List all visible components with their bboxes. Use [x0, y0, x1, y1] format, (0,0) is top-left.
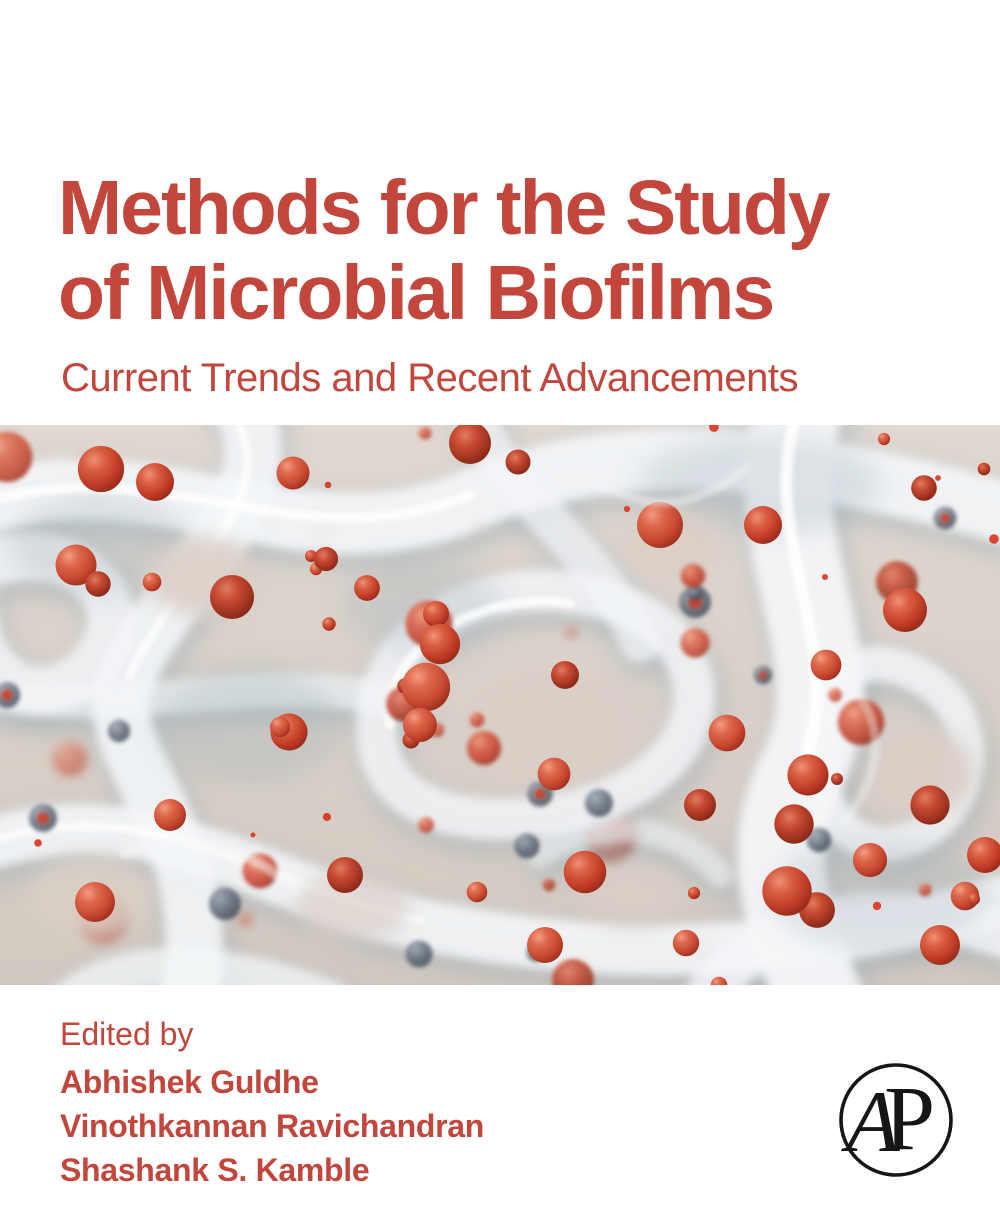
edited-by-label: Edited by: [60, 1016, 194, 1052]
subtitle: Current Trends and Recent Advancements: [61, 356, 798, 400]
editor-name: Shashank S. Kamble: [60, 1152, 370, 1188]
editor-name: Vinothkannan Ravichandran: [60, 1108, 485, 1144]
biofilm-render: [0, 425, 1000, 985]
editor-name: Abhishek Guldhe: [60, 1064, 319, 1100]
page-title: [58, 166, 829, 336]
biofilm-illustration: [0, 425, 1000, 985]
title-line-1: Methods for the Study: [58, 165, 829, 251]
academic-press-logo: [830, 1056, 962, 1188]
editors-block: [60, 1012, 484, 1192]
logo-letter-p: P: [884, 1067, 936, 1169]
title-line-2: of Microbial Biofilms: [58, 250, 774, 336]
logo-letter-a: A: [846, 1074, 900, 1171]
